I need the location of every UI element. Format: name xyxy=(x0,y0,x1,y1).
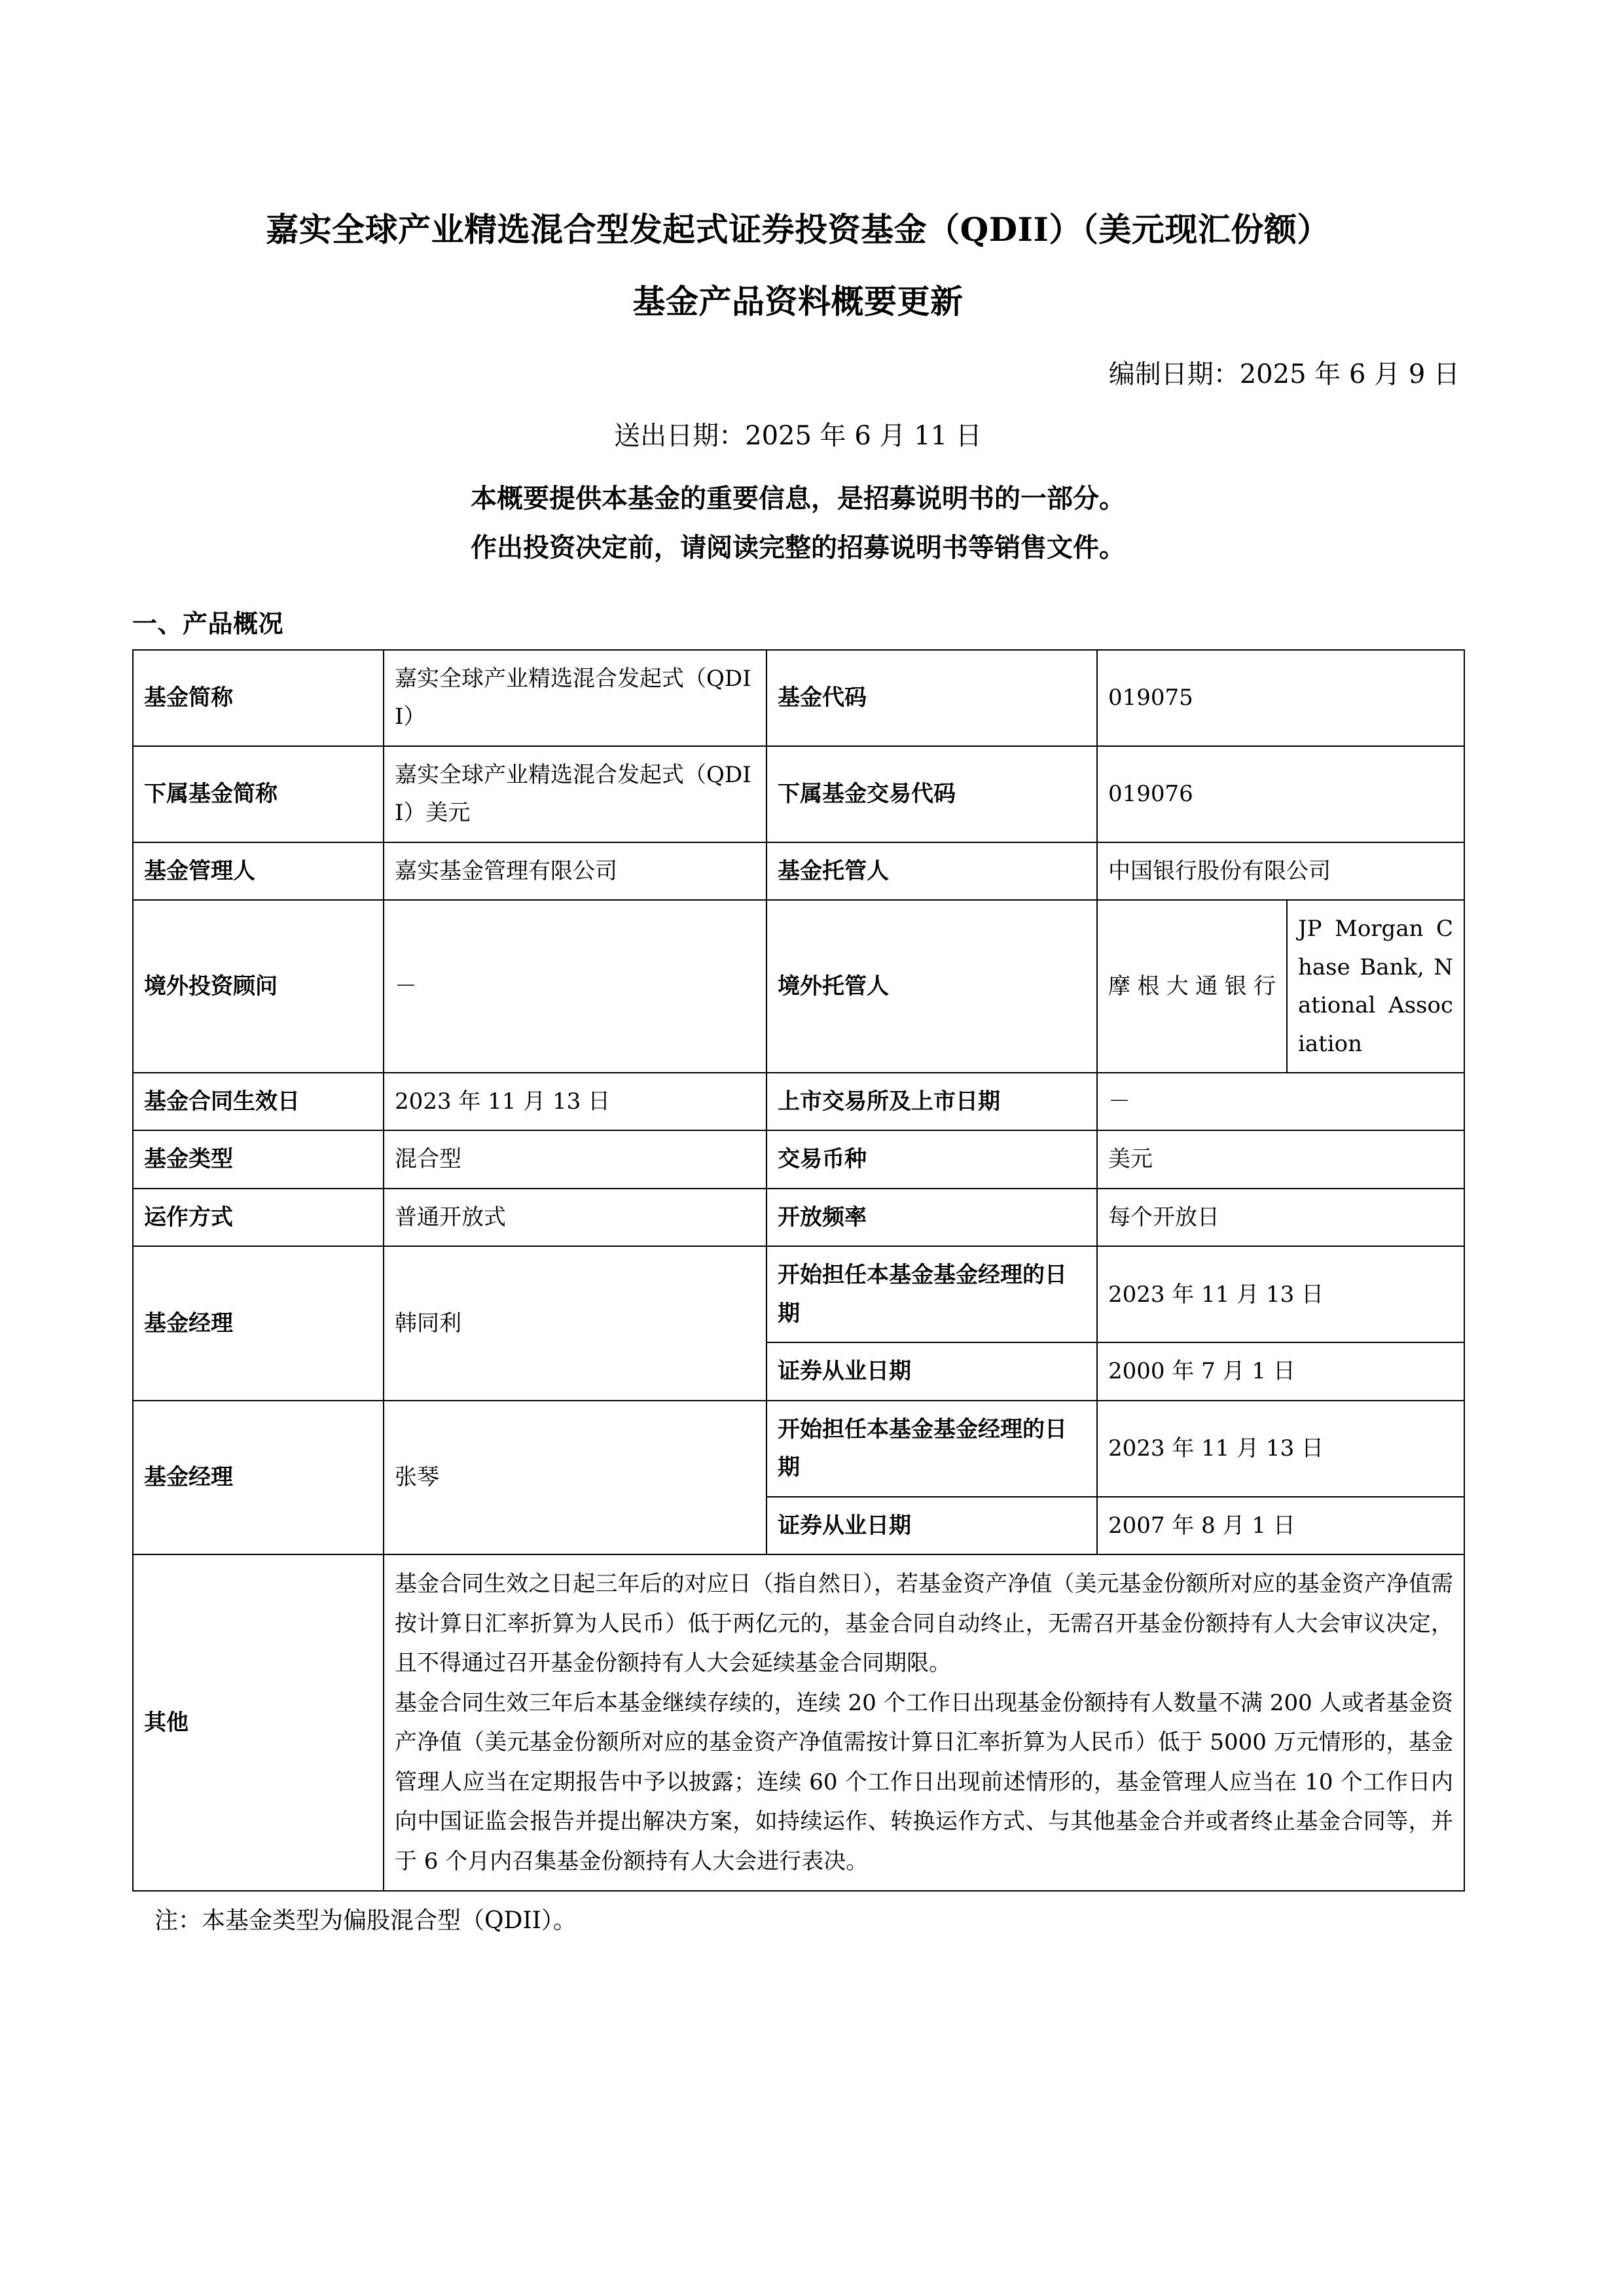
listing-exchange-label: 上市交易所及上市日期 xyxy=(767,1073,1097,1130)
overseas-advisor-label: 境外投资顾问 xyxy=(133,900,384,1073)
other-value xyxy=(384,1554,1464,1891)
overseas-custodian-cn-text: 摩根大通银行 xyxy=(1108,973,1276,999)
fund-manager-start-date-value-1: 2023 年 11 月 13 日 xyxy=(1097,1246,1464,1342)
overseas-advisor-value: － xyxy=(384,900,767,1073)
fund-manager-career-date-label-2: 证券从业日期 xyxy=(767,1497,1097,1554)
table-row xyxy=(133,1073,1464,1130)
trade-currency-label: 交易币种 xyxy=(767,1130,1097,1188)
operation-mode-label: 运作方式 xyxy=(133,1189,384,1246)
other-paragraph-1: 基金合同生效之日起三年后的对应日（指自然日），若基金资产净值（美元基金份额所对应的基金资产净值需按计算日汇率折算为人民币）低于两亿元的，基金合同自动终止，无需召开基金份额持有人大会审议决定，且不得通过召开基金份额持有人大会延续基金合同期限。 xyxy=(395,1571,1454,1677)
fund-type-label: 基金类型 xyxy=(133,1130,384,1188)
sub-fund-trade-code-value: 019076 xyxy=(1097,746,1464,842)
notice-line-1: 本概要提供本基金的重要信息，是招募说明书的一部分。 xyxy=(471,483,1125,514)
fund-code-value: 019075 xyxy=(1097,650,1464,746)
sub-fund-trade-code-label: 下属基金交易代码 xyxy=(767,746,1097,842)
listing-exchange-value: － xyxy=(1097,1073,1464,1130)
fund-manager-career-date-value-2: 2007 年 8 月 1 日 xyxy=(1097,1497,1464,1554)
section-heading-product-overview: 一、产品概况 xyxy=(132,609,284,639)
fund-manager-career-date-value-1: 2000 年 7 月 1 日 xyxy=(1097,1342,1464,1400)
contract-effective-date-label: 基金合同生效日 xyxy=(133,1073,384,1130)
fund-manager-company-label: 基金管理人 xyxy=(133,842,384,900)
overseas-custodian-label: 境外托管人 xyxy=(767,900,1097,1073)
document-subtitle: 基金产品资料概要更新 xyxy=(632,282,964,321)
fund-manager-start-date-label-2: 开始担任本基金基金经理的日期 xyxy=(767,1401,1097,1497)
table-row xyxy=(133,1554,1464,1891)
fund-code-label: 基金代码 xyxy=(767,650,1097,746)
fund-manager-start-date-value-2: 2023 年 11 月 13 日 xyxy=(1097,1401,1464,1497)
overseas-custodian-en-text: JP Morgan Chase Bank, National Association xyxy=(1298,916,1454,1057)
document-content xyxy=(132,0,1464,1939)
table-row xyxy=(133,1130,1464,1188)
product-overview-table xyxy=(132,649,1465,1892)
fund-short-name-label: 基金简称 xyxy=(133,650,384,746)
table-row xyxy=(133,842,1464,900)
overseas-custodian-value-cn xyxy=(1097,900,1287,1073)
fund-manager-role-label-2: 基金经理 xyxy=(133,1401,384,1554)
trade-currency-value: 美元 xyxy=(1097,1130,1464,1188)
table-row xyxy=(133,900,1464,1073)
fund-manager-name-2: 张琴 xyxy=(384,1401,767,1554)
table-row xyxy=(133,1401,1464,1497)
sub-fund-short-name-value: 嘉实全球产业精选混合发起式（QDII）美元 xyxy=(384,746,767,842)
table-row xyxy=(133,1189,1464,1246)
sent-date: 送出日期：2025 年 6 月 11 日 xyxy=(614,421,982,451)
prepared-date: 编制日期：2025 年 6 月 9 日 xyxy=(1108,359,1460,389)
other-paragraph-2: 基金合同生效三年后本基金继续存续的，连续 20 个工作日出现基金份额持有人数量不满 200 人或者基金资产净值（美元基金份额所对应的基金资产净值需按计算日汇率折算为人民币）低于 5000 万元情形的，基金管理人应当在定期报告中予以披露；连续 60 个工作日出现前述情形的，基金管理人应当在 10 个工作日内向中国证监会报告并提出解决方案，如持续运作、转换运作方式、与其他基金合并或者终止基金合同等，并于 6 个月内召集基金份额持有人大会进行表决。 xyxy=(395,1689,1454,1874)
fund-manager-name-1: 韩同利 xyxy=(384,1246,767,1400)
fund-custodian-value: 中国银行股份有限公司 xyxy=(1097,842,1464,900)
fund-manager-start-date-label-1: 开始担任本基金基金经理的日期 xyxy=(767,1246,1097,1342)
table-row xyxy=(133,1246,1464,1342)
fund-type-value: 混合型 xyxy=(384,1130,767,1188)
open-frequency-value: 每个开放日 xyxy=(1097,1189,1464,1246)
notice-line-2: 作出投资决定前，请阅读完整的招募说明书等销售文件。 xyxy=(471,532,1125,564)
document-title: 嘉实全球产业精选混合型发起式证券投资基金（QDII）（美元现汇份额） xyxy=(266,210,1330,249)
open-frequency-label: 开放频率 xyxy=(767,1189,1097,1246)
overseas-custodian-value-en xyxy=(1287,900,1464,1073)
contract-effective-date-value: 2023 年 11 月 13 日 xyxy=(384,1073,767,1130)
sub-fund-short-name-label: 下属基金简称 xyxy=(133,746,384,842)
table-footnote: 注：本基金类型为偏股混合型（QDII）。 xyxy=(154,1907,577,1935)
fund-manager-career-date-label-1: 证券从业日期 xyxy=(767,1342,1097,1400)
operation-mode-value: 普通开放式 xyxy=(384,1189,767,1246)
fund-manager-role-label-1: 基金经理 xyxy=(133,1246,384,1400)
fund-custodian-label: 基金托管人 xyxy=(767,842,1097,900)
fund-short-name-value: 嘉实全球产业精选混合发起式（QDII） xyxy=(384,650,767,746)
fund-manager-company-value: 嘉实基金管理有限公司 xyxy=(384,842,767,900)
table-row xyxy=(133,650,1464,746)
other-label: 其他 xyxy=(133,1554,384,1891)
table-row xyxy=(133,746,1464,842)
